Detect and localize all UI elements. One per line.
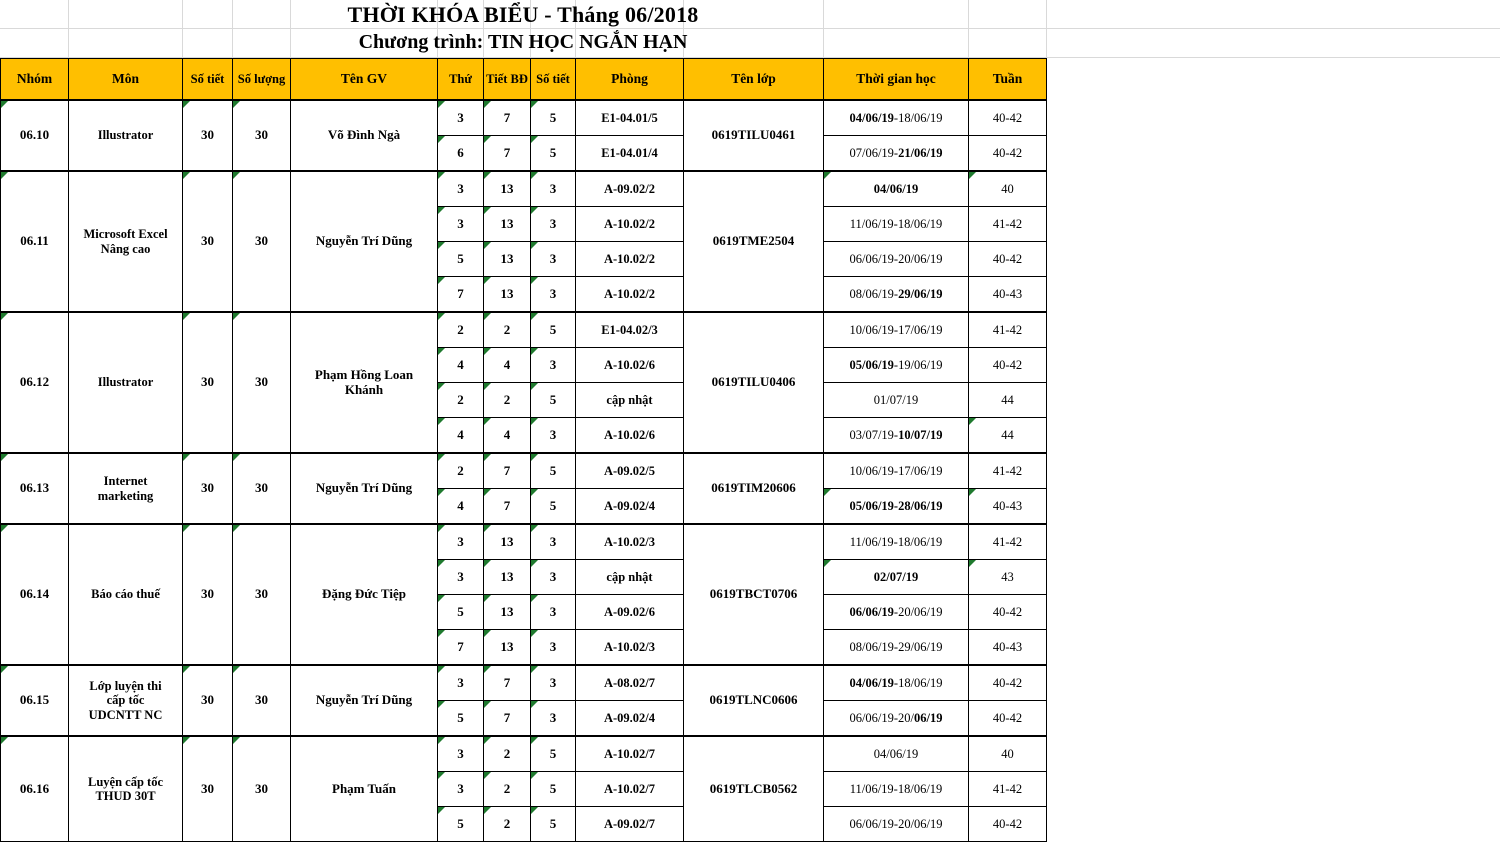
cell-tuan: 40-43 (969, 489, 1047, 525)
spreadsheet-gridlines (0, 0, 1500, 58)
cell-thoi-gian-hoc: 11/06/19-18/06/19 (824, 772, 969, 807)
cell-mon: Lớp luyện thi cấp tốc UDCNTT NC (69, 665, 183, 736)
cell-thoi-gian-hoc: 01/07/19 (824, 383, 969, 418)
cell-so-luong: 30 (233, 736, 291, 842)
cell-mon: Luyện cấp tốc THUD 30T (69, 736, 183, 842)
cell-tuan: 41-42 (969, 453, 1047, 489)
cell-tiet-bd: 13 (484, 242, 531, 277)
cell-mon: Illustrator (69, 100, 183, 171)
cell-so-tiet: 30 (183, 524, 233, 665)
cell-thu: 5 (438, 807, 484, 842)
cell-tiet-bd: 13 (484, 560, 531, 595)
cell-phong: A-10.02/6 (576, 348, 684, 383)
cell-ten-lop: 0619TILU0406 (684, 312, 824, 453)
cell-nhom: 06.11 (1, 171, 69, 312)
cell-ten-lop: 0619TILU0461 (684, 100, 824, 171)
cell-tuan: 41-42 (969, 207, 1047, 242)
table-row (1, 736, 1047, 772)
cell-tuan: 40-42 (969, 807, 1047, 842)
cell-tuan: 40-42 (969, 242, 1047, 277)
cell-thu: 4 (438, 348, 484, 383)
cell-so-luong: 30 (233, 453, 291, 524)
cell-thoi-gian-hoc: 05/06/19-19/06/19 (824, 348, 969, 383)
cell-tuan: 44 (969, 418, 1047, 454)
cell-thoi-gian-hoc: 06/06/19-20/06/19 (824, 701, 969, 737)
cell-thoi-gian-hoc: 11/06/19-18/06/19 (824, 207, 969, 242)
cell-thoi-gian-hoc: 08/06/19-29/06/19 (824, 277, 969, 313)
cell-thoi-gian-hoc: 04/06/19 (824, 171, 969, 207)
cell-ten-gv: Phạm Hồng Loan Khánh (291, 312, 438, 453)
cell-tiet-bd: 7 (484, 100, 531, 136)
table-header (1, 59, 1047, 101)
column-header-so-tiet-2: Số tiết (531, 59, 576, 101)
cell-thu: 4 (438, 489, 484, 525)
cell-so-tiet-buoi: 3 (531, 630, 576, 666)
cell-phong: A-09.02/4 (576, 489, 684, 525)
cell-so-tiet-buoi: 3 (531, 418, 576, 454)
cell-thu: 3 (438, 207, 484, 242)
cell-ten-lop: 0619TLCB0562 (684, 736, 824, 842)
cell-thoi-gian-hoc: 04/06/19-18/06/19 (824, 100, 969, 136)
cell-tuan: 40-43 (969, 277, 1047, 313)
cell-ten-gv: Phạm Tuấn (291, 736, 438, 842)
gridline-col (530, 0, 531, 58)
cell-so-tiet: 30 (183, 171, 233, 312)
cell-thu: 3 (438, 560, 484, 595)
cell-thoi-gian-hoc: 06/06/19-20/06/19 (824, 595, 969, 630)
gridline-row (0, 28, 1500, 29)
cell-phong: A-10.02/2 (576, 242, 684, 277)
cell-tiet-bd: 2 (484, 383, 531, 418)
column-header-tiet-bd: Tiết BĐ (484, 59, 531, 101)
cell-nhom: 06.12 (1, 312, 69, 453)
gridline-col (1046, 0, 1047, 58)
cell-phong: E1-04.02/3 (576, 312, 684, 348)
cell-so-tiet-buoi: 3 (531, 171, 576, 207)
cell-ten-lop: 0619TIM20606 (684, 453, 824, 524)
cell-so-tiet-buoi: 5 (531, 772, 576, 807)
cell-nhom: 06.16 (1, 736, 69, 842)
cell-nhom: 06.13 (1, 453, 69, 524)
cell-thoi-gian-hoc: 10/06/19-17/06/19 (824, 312, 969, 348)
cell-tuan: 40-42 (969, 100, 1047, 136)
cell-so-tiet-buoi: 3 (531, 242, 576, 277)
cell-ten-gv: Nguyễn Trí Dũng (291, 171, 438, 312)
cell-thoi-gian-hoc: 06/06/19-20/06/19 (824, 242, 969, 277)
cell-thoi-gian-hoc: 04/06/19-18/06/19 (824, 665, 969, 701)
cell-so-tiet: 30 (183, 453, 233, 524)
cell-tiet-bd: 13 (484, 171, 531, 207)
cell-mon: Báo cáo thuế (69, 524, 183, 665)
cell-thoi-gian-hoc: 06/06/19-20/06/19 (824, 807, 969, 842)
cell-phong: A-10.02/2 (576, 277, 684, 313)
cell-so-tiet-buoi: 3 (531, 524, 576, 560)
cell-phong: A-10.02/7 (576, 772, 684, 807)
cell-so-tiet-buoi: 5 (531, 100, 576, 136)
gridline-col (232, 0, 233, 58)
cell-tiet-bd: 2 (484, 772, 531, 807)
cell-tuan: 40-42 (969, 701, 1047, 737)
table-row (1, 100, 1047, 136)
cell-thoi-gian-hoc: 02/07/19 (824, 560, 969, 595)
cell-thu: 4 (438, 418, 484, 454)
page-subtitle: Chương trình: TIN HỌC NGẮN HẠN (358, 31, 688, 53)
schedule-table (0, 58, 1047, 842)
column-header-phong: Phòng (576, 59, 684, 101)
column-header-nhom: Nhóm (1, 59, 69, 101)
cell-mon: Microsoft Excel Nâng cao (69, 171, 183, 312)
cell-so-tiet-buoi: 5 (531, 807, 576, 842)
gridline-col (68, 0, 69, 58)
cell-thoi-gian-hoc: 05/06/19-28/06/19 (824, 489, 969, 525)
cell-tuan: 41-42 (969, 312, 1047, 348)
cell-so-luong: 30 (233, 524, 291, 665)
cell-tiet-bd: 7 (484, 453, 531, 489)
cell-tiet-bd: 13 (484, 207, 531, 242)
cell-so-tiet: 30 (183, 736, 233, 842)
cell-so-luong: 30 (233, 171, 291, 312)
cell-so-tiet-buoi: 5 (531, 736, 576, 772)
cell-so-tiet-buoi: 3 (531, 277, 576, 313)
gridline-col (290, 0, 291, 58)
cell-thoi-gian-hoc: 10/06/19-17/06/19 (824, 453, 969, 489)
cell-tuan: 41-42 (969, 772, 1047, 807)
cell-tiet-bd: 2 (484, 736, 531, 772)
gridline-col (683, 0, 684, 58)
cell-ten-gv: Đặng Đức Tiệp (291, 524, 438, 665)
cell-ten-lop: 0619TBCT0706 (684, 524, 824, 665)
cell-so-tiet: 30 (183, 100, 233, 171)
cell-phong: cập nhật (576, 383, 684, 418)
cell-thu: 3 (438, 665, 484, 701)
gridline-col (968, 0, 969, 58)
cell-so-tiet-buoi: 3 (531, 701, 576, 737)
cell-thu: 3 (438, 100, 484, 136)
table-row (1, 171, 1047, 207)
cell-thu: 2 (438, 453, 484, 489)
cell-tiet-bd: 7 (484, 701, 531, 737)
cell-phong: A-10.02/7 (576, 736, 684, 772)
table-row (1, 665, 1047, 701)
cell-so-tiet-buoi: 3 (531, 348, 576, 383)
cell-so-tiet: 30 (183, 665, 233, 736)
cell-tiet-bd: 4 (484, 418, 531, 454)
cell-tiet-bd: 2 (484, 312, 531, 348)
cell-so-luong: 30 (233, 100, 291, 171)
table-row (1, 453, 1047, 489)
cell-thu: 5 (438, 595, 484, 630)
cell-phong: A-08.02/7 (576, 665, 684, 701)
cell-tuan: 41-42 (969, 524, 1047, 560)
cell-thoi-gian-hoc: 11/06/19-18/06/19 (824, 524, 969, 560)
column-header-mon: Môn (69, 59, 183, 101)
cell-so-tiet-buoi: 5 (531, 453, 576, 489)
cell-thu: 3 (438, 524, 484, 560)
cell-thu: 5 (438, 242, 484, 277)
cell-thu: 5 (438, 701, 484, 737)
cell-tuan: 40 (969, 736, 1047, 772)
gridline-col (823, 0, 824, 58)
cell-so-tiet-buoi: 5 (531, 312, 576, 348)
cell-so-tiet-buoi: 3 (531, 595, 576, 630)
gridline-col (483, 0, 484, 58)
cell-tuan: 40-42 (969, 665, 1047, 701)
cell-ten-gv: Võ Đình Ngà (291, 100, 438, 171)
cell-phong: E1-04.01/5 (576, 100, 684, 136)
cell-so-tiet-buoi: 3 (531, 665, 576, 701)
cell-ten-gv: Nguyễn Trí Dũng (291, 453, 438, 524)
cell-so-tiet-buoi: 3 (531, 560, 576, 595)
column-header-thoi-gian-hoc: Thời gian học (824, 59, 969, 101)
cell-phong: E1-04.01/4 (576, 136, 684, 172)
cell-phong: A-10.02/3 (576, 630, 684, 666)
cell-thoi-gian-hoc: 03/07/19-10/07/19 (824, 418, 969, 454)
cell-tiet-bd: 7 (484, 665, 531, 701)
cell-tuan: 40-42 (969, 348, 1047, 383)
cell-so-luong: 30 (233, 665, 291, 736)
cell-so-tiet: 30 (183, 312, 233, 453)
table-body (1, 100, 1047, 842)
cell-thu: 7 (438, 277, 484, 313)
cell-so-tiet-buoi: 5 (531, 383, 576, 418)
cell-so-tiet-buoi: 5 (531, 489, 576, 525)
cell-tuan: 40-42 (969, 595, 1047, 630)
cell-thoi-gian-hoc: 08/06/19-29/06/19 (824, 630, 969, 666)
cell-thu: 3 (438, 772, 484, 807)
cell-thu: 3 (438, 171, 484, 207)
cell-tiet-bd: 13 (484, 630, 531, 666)
cell-tiet-bd: 4 (484, 348, 531, 383)
cell-nhom: 06.10 (1, 100, 69, 171)
cell-ten-lop: 0619TME2504 (684, 171, 824, 312)
cell-nhom: 06.15 (1, 665, 69, 736)
cell-tuan: 40-43 (969, 630, 1047, 666)
page-title: THỜI KHÓA BIỂU - Tháng 06/2018 (347, 2, 699, 27)
gridline-col (182, 0, 183, 58)
cell-tuan: 40-42 (969, 136, 1047, 172)
header-row (1, 59, 1047, 101)
cell-tuan: 40 (969, 171, 1047, 207)
cell-tiet-bd: 13 (484, 277, 531, 313)
cell-thu: 3 (438, 736, 484, 772)
column-header-thu: Thứ (438, 59, 484, 101)
cell-ten-lop: 0619TLNC0606 (684, 665, 824, 736)
cell-thu: 6 (438, 136, 484, 172)
column-header-soluong: Số lượng (233, 59, 291, 101)
cell-thu: 7 (438, 630, 484, 666)
cell-mon: Illustrator (69, 312, 183, 453)
cell-thu: 2 (438, 312, 484, 348)
cell-thoi-gian-hoc: 07/06/19-21/06/19 (824, 136, 969, 172)
cell-tiet-bd: 7 (484, 136, 531, 172)
cell-tiet-bd: 13 (484, 595, 531, 630)
cell-thu: 2 (438, 383, 484, 418)
cell-phong: A-10.02/6 (576, 418, 684, 454)
table-row (1, 312, 1047, 348)
cell-tuan: 43 (969, 560, 1047, 595)
cell-ten-gv: Nguyễn Trí Dũng (291, 665, 438, 736)
table-row (1, 524, 1047, 560)
column-header-ten-lop: Tên lớp (684, 59, 824, 101)
cell-phong: A-09.02/6 (576, 595, 684, 630)
column-header-sotiet: Số tiết (183, 59, 233, 101)
column-header-tuan: Tuần (969, 59, 1047, 101)
cell-phong: A-09.02/2 (576, 171, 684, 207)
cell-phong: A-09.02/4 (576, 701, 684, 737)
cell-tiet-bd: 13 (484, 524, 531, 560)
cell-phong: A-09.02/5 (576, 453, 684, 489)
cell-phong: cập nhật (576, 560, 684, 595)
cell-tuan: 44 (969, 383, 1047, 418)
gridline-col (437, 0, 438, 58)
schedule-table-container (0, 58, 1047, 842)
gridline-col (575, 0, 576, 58)
cell-so-tiet-buoi: 3 (531, 207, 576, 242)
cell-mon: Internet marketing (69, 453, 183, 524)
cell-phong: A-10.02/2 (576, 207, 684, 242)
column-header-ten-gv: Tên GV (291, 59, 438, 101)
cell-so-luong: 30 (233, 312, 291, 453)
cell-tiet-bd: 2 (484, 807, 531, 842)
cell-phong: A-10.02/3 (576, 524, 684, 560)
cell-phong: A-09.02/7 (576, 807, 684, 842)
cell-thoi-gian-hoc: 04/06/19 (824, 736, 969, 772)
cell-nhom: 06.14 (1, 524, 69, 665)
cell-tiet-bd: 7 (484, 489, 531, 525)
cell-so-tiet-buoi: 5 (531, 136, 576, 172)
